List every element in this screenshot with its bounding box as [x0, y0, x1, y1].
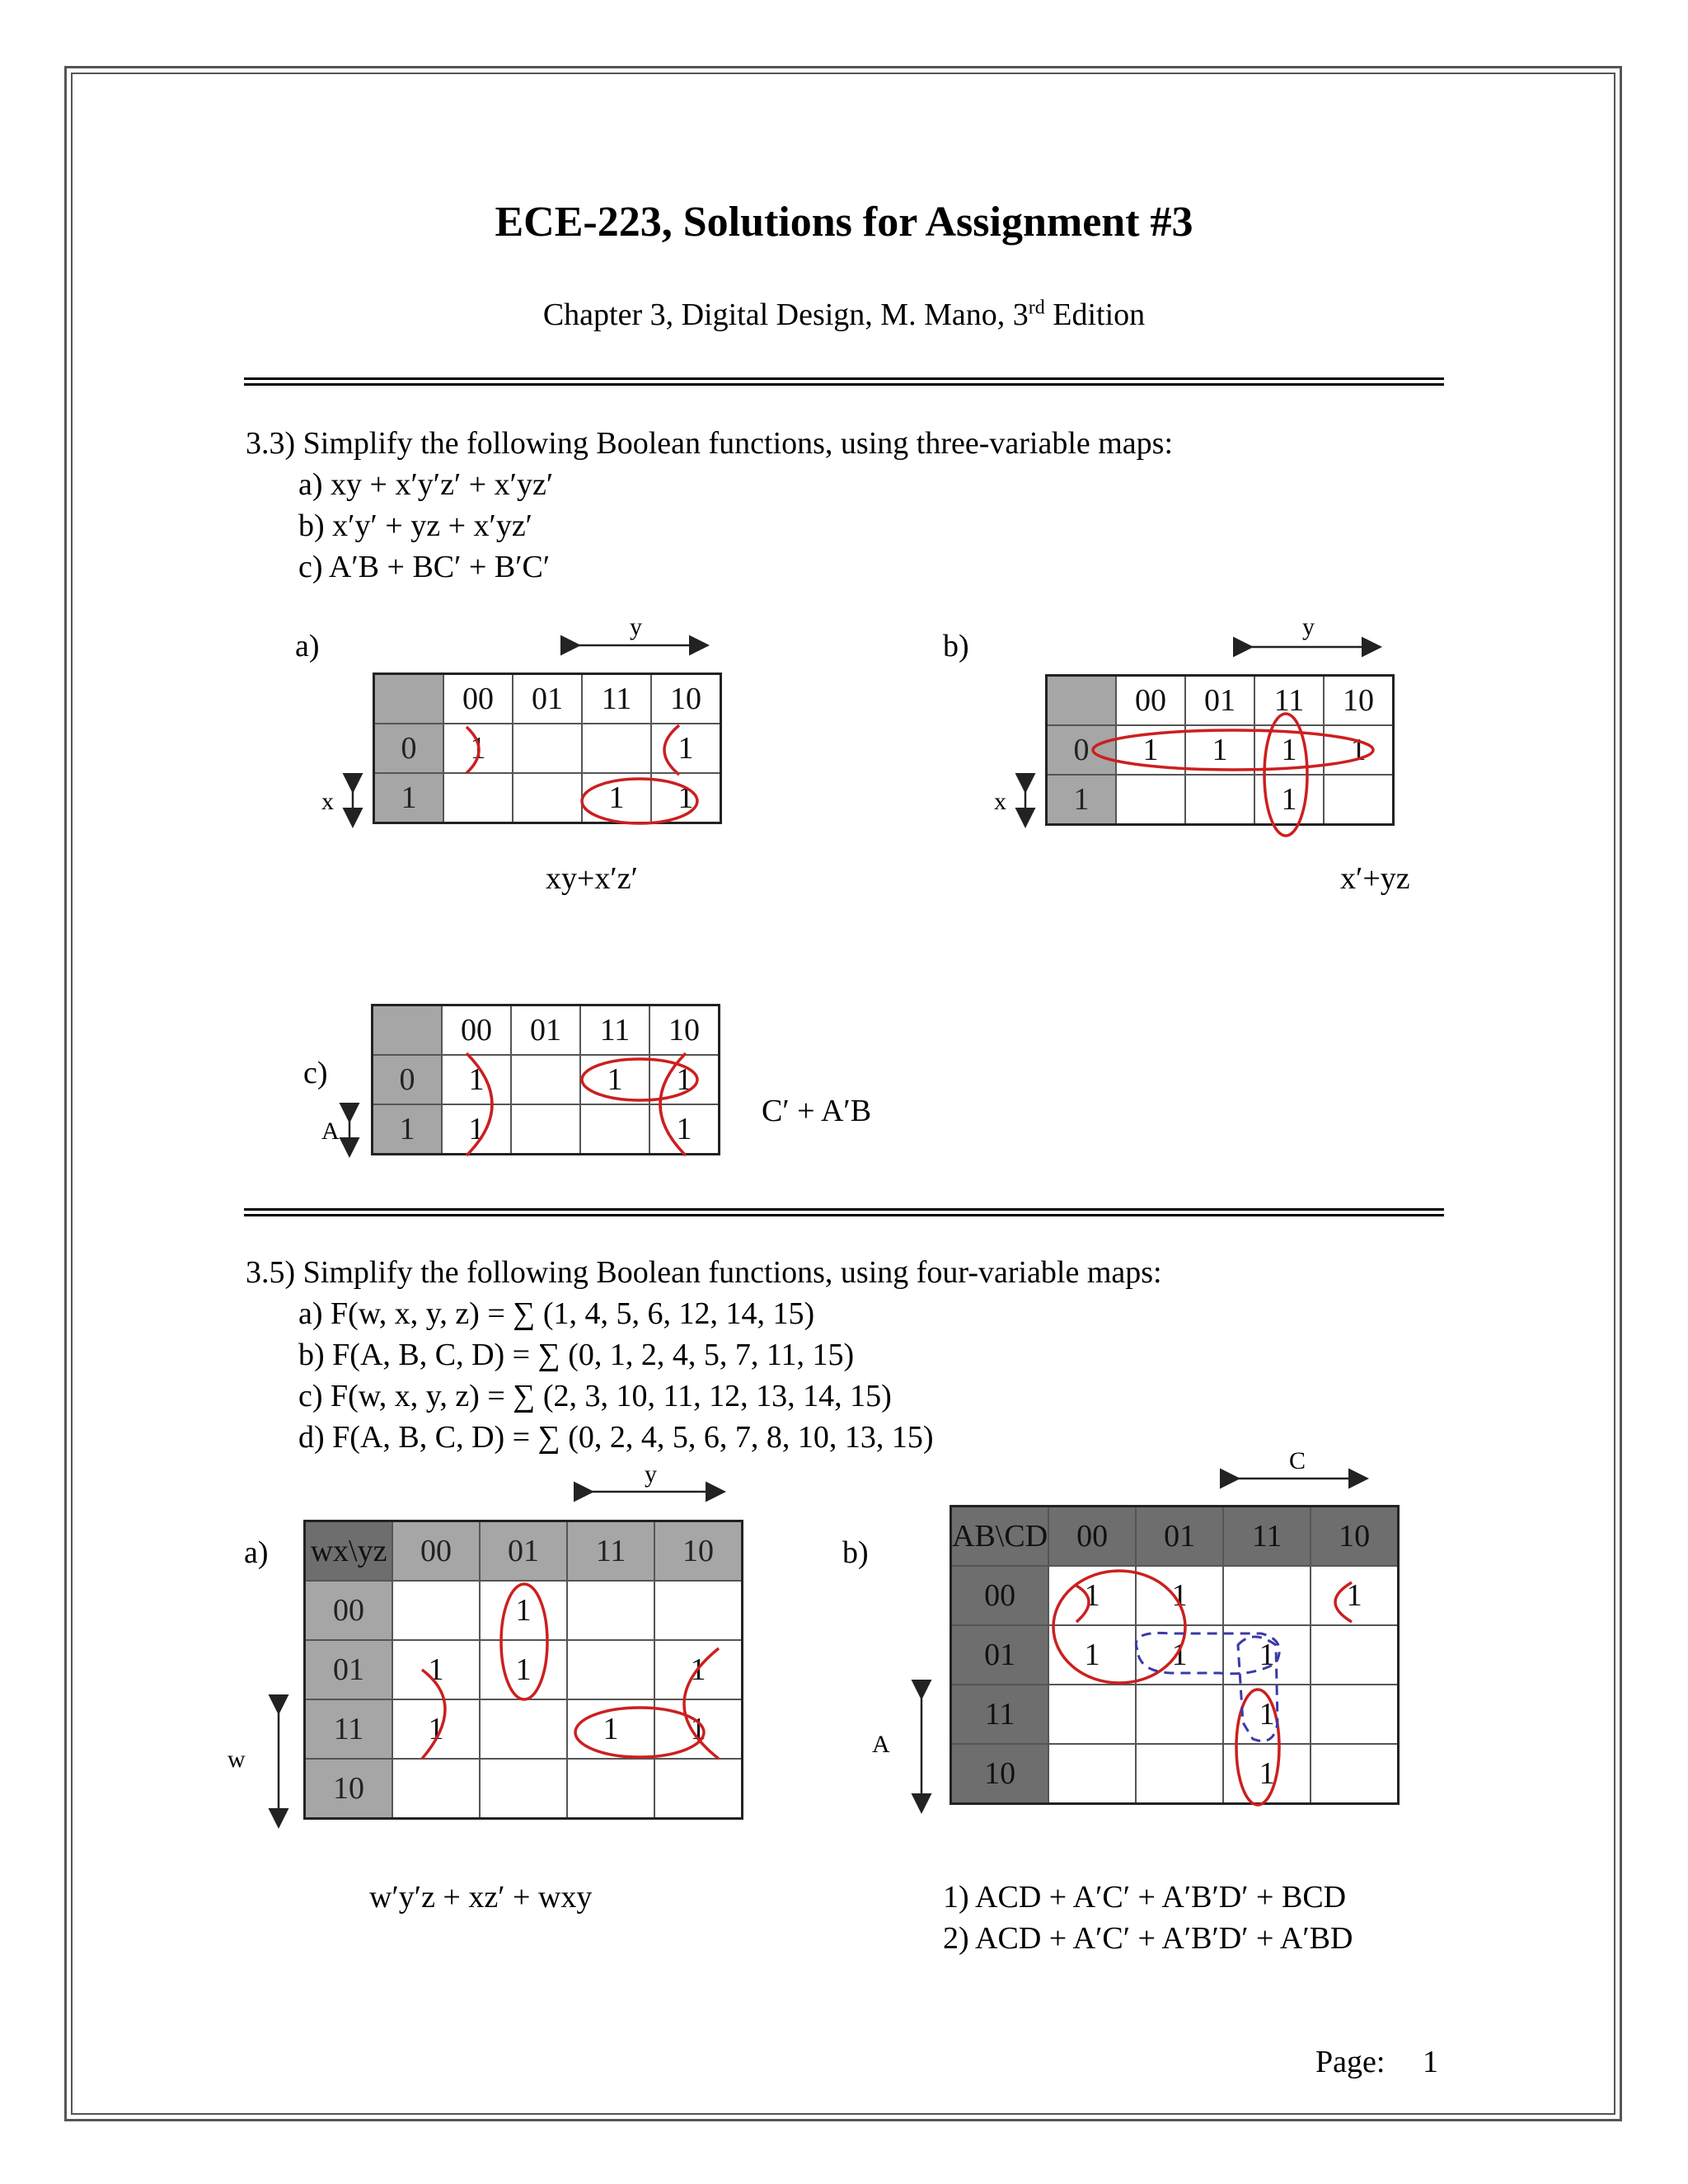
kmap-cell: 1: [392, 1640, 480, 1699]
kmap-cell: [1136, 1744, 1223, 1804]
kmap-corner: AB\CD: [951, 1507, 1049, 1567]
q35-item-b: b) F(A, B, C, D) = ∑ (0, 1, 2, 4, 5, 7, 11, 15): [298, 1338, 855, 1372]
page-title: ECE-223, Solutions for Assignment #3: [495, 199, 1193, 246]
kmap-cell: 1: [442, 1104, 511, 1155]
subtitle-main: Chapter 3, Digital Design, M. Mano, 3: [542, 298, 1029, 332]
q35a-kmap: [303, 1520, 743, 1820]
kmap-row-header: 01: [305, 1640, 393, 1699]
subtitle-tail: Edition: [1044, 298, 1146, 332]
kmap-col-header: 10: [649, 1005, 720, 1056]
kmap-cell: [567, 1640, 654, 1699]
q35b-kmap: [950, 1505, 1400, 1805]
kmap-cell: 1: [1185, 725, 1254, 775]
q33c-kmap: [371, 1004, 720, 1155]
kmap-cell: [1311, 1625, 1399, 1685]
kmap-cell: 1: [442, 1055, 511, 1104]
kmap-corner: [1047, 676, 1117, 726]
kmap-cell: 1: [1223, 1625, 1311, 1685]
section-divider-1: [244, 377, 1444, 386]
kmap-row-header: 1: [374, 773, 444, 823]
kmap-row-header: 10: [305, 1759, 393, 1819]
kmap-cell: [567, 1581, 654, 1640]
kmap-cell: 1: [1223, 1685, 1311, 1744]
q33c-row-var: A: [321, 1118, 340, 1145]
kmap-cell: [1185, 775, 1254, 825]
kmap-row-header: 00: [305, 1581, 393, 1640]
q35a-col-var: y: [645, 1460, 657, 1488]
kmap-col-header: 00: [392, 1521, 480, 1582]
kmap-cell: 1: [582, 773, 651, 823]
section-divider-2: [244, 1208, 1444, 1216]
kmap-row-header: 1: [1047, 775, 1117, 825]
kmap-cell: 1: [443, 724, 513, 773]
kmap-cell: [513, 773, 582, 823]
kmap-cell: [392, 1581, 480, 1640]
q35a-label: a): [244, 1535, 269, 1570]
q33-prompt: 3.3) Simplify the following Boolean functions, using three-variable maps:: [246, 426, 1174, 461]
kmap-cell: [511, 1055, 580, 1104]
kmap-cell: [480, 1699, 567, 1759]
q33b-col-var: y: [1302, 613, 1315, 640]
kmap-col-header: 00: [1116, 676, 1185, 726]
kmap-cell: 1: [654, 1640, 743, 1699]
kmap-row-header: 11: [305, 1699, 393, 1759]
kmap-col-header: 11: [1223, 1507, 1311, 1567]
q35b-col-var: C: [1289, 1447, 1306, 1474]
q33a-label: a): [295, 629, 320, 663]
q35-prompt: 3.5) Simplify the following Boolean functions, using four-variable maps:: [246, 1255, 1162, 1290]
kmap-cell: [1311, 1685, 1399, 1744]
kmap-cell: 1: [1048, 1566, 1136, 1625]
kmap-cell: [1324, 775, 1394, 825]
kmap-cell: [1136, 1685, 1223, 1744]
kmap-cell: 1: [1311, 1566, 1399, 1625]
q33b-label: b): [943, 629, 969, 663]
kmap-cell: 1: [1116, 725, 1185, 775]
kmap-col-header: 01: [1136, 1507, 1223, 1567]
kmap-cell: 1: [651, 773, 721, 823]
kmap-cell: [511, 1104, 580, 1155]
kmap-cell: 1: [480, 1581, 567, 1640]
kmap-cell: 1: [1254, 725, 1324, 775]
kmap-col-header: 01: [511, 1005, 580, 1056]
kmap-cell: [1223, 1566, 1311, 1625]
kmap-row-header: 0: [373, 1055, 443, 1104]
kmap-cell: [582, 724, 651, 773]
kmap-cell: 1: [649, 1055, 720, 1104]
kmap-col-header: 11: [582, 674, 651, 724]
kmap-cell: 1: [1324, 725, 1394, 775]
kmap-cell: [480, 1759, 567, 1819]
kmap-row-header: 00: [951, 1566, 1049, 1625]
q33a-col-var: y: [630, 613, 642, 640]
kmap-cell: 1: [567, 1699, 654, 1759]
kmap-col-header: 01: [480, 1521, 567, 1582]
kmap-col-header: 01: [1185, 676, 1254, 726]
q35b-answer-2: 2) ACD + A′C′ + A′B′D′ + A′BD: [943, 1921, 1353, 1956]
q33a-answer: xy+x′z′: [546, 861, 638, 896]
kmap-cell: 1: [1136, 1625, 1223, 1685]
kmap-row-header: 1: [373, 1104, 443, 1155]
kmap-corner: [374, 674, 444, 724]
kmap-cell: [654, 1581, 743, 1640]
kmap-row-header: 0: [374, 724, 444, 773]
kmap-cell: 1: [1223, 1744, 1311, 1804]
q33-item-c: c) A′B + BC′ + B′C′: [298, 550, 551, 584]
kmap-cell: [567, 1759, 654, 1819]
kmap-col-header: 00: [443, 674, 513, 724]
q33a-kmap: [373, 673, 722, 824]
kmap-cell: [1311, 1744, 1399, 1804]
kmap-cell: [513, 724, 582, 773]
kmap-cell: [1048, 1744, 1136, 1804]
kmap-row-header: 01: [951, 1625, 1049, 1685]
kmap-col-header: 00: [442, 1005, 511, 1056]
kmap-col-header: 10: [651, 674, 721, 724]
q35a-answer: w′y′z + xz′ + wxy: [369, 1880, 593, 1915]
q35-item-a: a) F(w, x, y, z) = ∑ (1, 4, 5, 6, 12, 14, 15): [298, 1296, 815, 1331]
kmap-col-header: 10: [1311, 1507, 1399, 1567]
q35-item-c: c) F(w, x, y, z) = ∑ (2, 3, 10, 11, 12, 13, 14, 15): [298, 1379, 892, 1413]
kmap-col-header: 10: [654, 1521, 743, 1582]
q33c-label: c): [303, 1056, 328, 1090]
q33c-answer: C′ + A′B: [762, 1094, 872, 1128]
kmap-row-header: 0: [1047, 725, 1117, 775]
kmap-col-header: 00: [1048, 1507, 1136, 1567]
q35a-row-var: w: [227, 1746, 246, 1773]
q35b-label: b): [842, 1535, 869, 1570]
q33b-row-var: x: [994, 788, 1006, 815]
kmap-cell: [392, 1759, 480, 1819]
q33b-answer: x′+yz: [1340, 861, 1410, 896]
kmap-col-header: 11: [567, 1521, 654, 1582]
q33a-row-var: x: [321, 788, 334, 815]
q35b-row-var: A: [872, 1731, 890, 1758]
kmap-cell: [1048, 1685, 1136, 1744]
kmap-row-header: 11: [951, 1685, 1049, 1744]
kmap-cell: 1: [1254, 775, 1324, 825]
kmap-corner: [373, 1005, 443, 1056]
kmap-cell: 1: [480, 1640, 567, 1699]
kmap-cell: [1116, 775, 1185, 825]
kmap-cell: 1: [580, 1055, 649, 1104]
kmap-cell: 1: [651, 724, 721, 773]
page-label: Page:: [1315, 2045, 1386, 2079]
kmap-cell: [443, 773, 513, 823]
q35-item-d: d) F(A, B, C, D) = ∑ (0, 2, 4, 5, 6, 7, 8, 10, 13, 15): [298, 1420, 934, 1455]
kmap-cell: 1: [654, 1699, 743, 1759]
kmap-col-header: 10: [1324, 676, 1394, 726]
kmap-corner: wx\yz: [305, 1521, 393, 1582]
kmap-cell: 1: [392, 1699, 480, 1759]
kmap-cell: [654, 1759, 743, 1819]
kmap-cell: 1: [649, 1104, 720, 1155]
kmap-col-header: 11: [580, 1005, 649, 1056]
page-subtitle: [0, 297, 1688, 333]
q33b-kmap: [1045, 674, 1395, 826]
page-number: 1: [1423, 2045, 1438, 2079]
kmap-cell: 1: [1136, 1566, 1223, 1625]
subtitle-sup: rd: [1028, 297, 1045, 319]
kmap-cell: 1: [1048, 1625, 1136, 1685]
kmap-cell: [580, 1104, 649, 1155]
q33-item-b: b) x′y′ + yz + x′yz′: [298, 509, 532, 543]
kmap-row-header: 10: [951, 1744, 1049, 1804]
kmap-col-header: 11: [1254, 676, 1324, 726]
q33-item-a: a) xy + x′y′z′ + x′yz′: [298, 467, 554, 502]
kmap-col-header: 01: [513, 674, 582, 724]
q35b-answer-1: 1) ACD + A′C′ + A′B′D′ + BCD: [943, 1880, 1347, 1915]
